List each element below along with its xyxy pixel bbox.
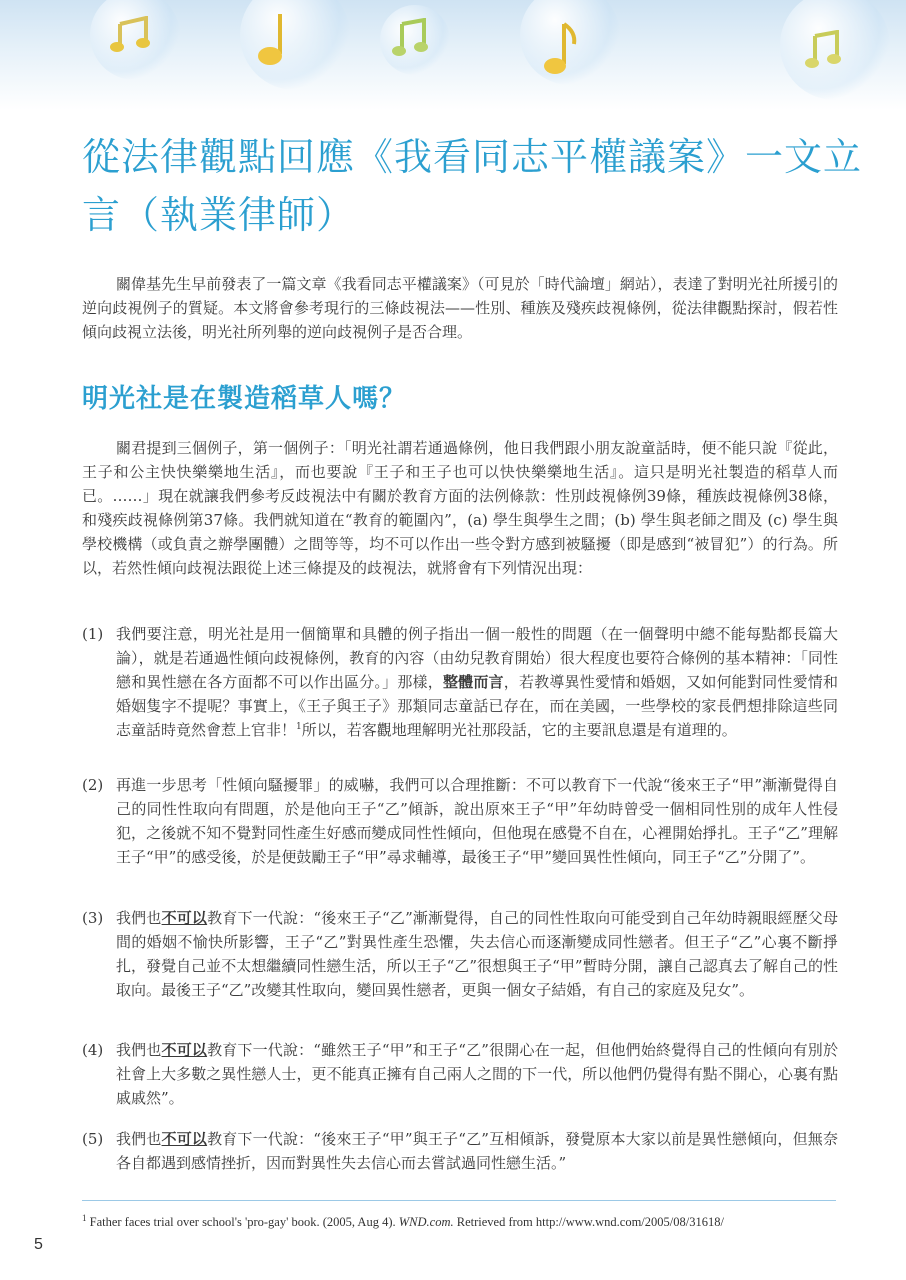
- footnote-divider: [82, 1200, 836, 1201]
- intro-paragraph: 關偉基先生早前發表了一篇文章《我看同志平權議案》（可見於「時代論壇」網站），表達了對明光社所援引的逆向歧視例子的質疑。本文將會參考現行的三條歧視法——性別、種族及殘疾歧視條例，從法律觀點探討，假若性傾向歧視立法後，明光社所列舉的逆向歧視例子是否合理。: [82, 275, 838, 341]
- list-item: [82, 773, 838, 869]
- list-item-number: (3): [82, 909, 104, 927]
- list-item: [82, 1038, 838, 1110]
- list-item: [82, 1127, 838, 1175]
- section-heading: 明光社是在製造稻草人嗎？: [82, 384, 407, 414]
- music-note-icon: [250, 10, 290, 70]
- decorative-banner: [0, 0, 906, 110]
- list-item-text: 我們要注意，明光社是用一個簡單和具體的例子指出一個一般性的問題（在一個聲明中總不能每點都長篇大論），就是若通過性傾向歧視條例，教育的內容（由幼兒教育開始）很大程度也要符合條例的基本精神：「同性戀和異性戀在各方面都不可以作出區分。」那樣，整體而言，若教導異性愛情和婚姻，又如何能對同性愛情和婚姻隻字不提呢？事實上，《王子與王子》那類同志童話已存在，而在美國，一些學校的家長們想排除這些同志童話時竟然會惹上官非！$^1$所以，若客觀地理解明光社那段話，它的主要訊息還是有道理的。: [116, 625, 838, 739]
- list-item: [82, 622, 838, 742]
- music-note-icon: [392, 18, 432, 62]
- music-note-icon: [110, 16, 154, 56]
- page-number: 5: [34, 1236, 43, 1253]
- footnote-ref: 1: [296, 722, 302, 732]
- list-item-text: 我們也不可以教育下一代說：“後來王子“甲”與王子“乙”互相傾訴，發覺原本大家以前是異性戀傾向，但無奈各自都遇到感情挫折，因而對異性失去信心而去嘗試過同性戀生活。”: [116, 1130, 838, 1172]
- list-item-text: 我們也不可以教育下一代說：“後來王子“乙”漸漸覺得，自己的同性性取向可能受到自己年幼時親眼經歷父母間的婚姻不愉快所影響，王子“乙”對異性產生恐懼，失去信心而逐漸變成同性戀者。但王子“乙”心裏不斷掙扎，發覺自己並不太想繼續同性戀生活，所以王子“乙”很想與王子“甲”暫時分開，讓自己認真去了解自己的性取向。最後王子“乙”改變其性取向，變回異性戀者，更與一個女子結婚，有自己的家庭及兒女”。: [116, 909, 838, 999]
- body-paragraph: 關君提到三個例子，第一個例子：「明光社謂若通過條例，他日我們跟小朋友說童話時，便不能只說『從此，王子和公主快快樂樂地生活』，而也要說『王子和王子也可以快快樂樂地生活』。這只是明光社製造的稻草人而已。……」現在就讓我們參考反歧視法中有關於教育方面的法例條款：性別歧視條例39條，種族歧視條例38條，和殘疾歧視條例第37條。我們就知道在“教育的範圍內”，(a) 學生與學生之間；(b) 學生與老師之間及 (c) 學生與學校機構（或負責之辦學團體）之間等等，均不可以作出一些令對方感到被騷擾（即是感到“被冒犯”）的行為。所以，若然性傾向歧視法跟從上述三條提及的歧視法，就將會有下列情況出現：: [82, 439, 838, 577]
- music-note-icon: [540, 20, 580, 80]
- list-item-number: (5): [82, 1130, 104, 1148]
- list-item-number: (1): [82, 625, 104, 643]
- footnote: $^1$ Father faces trial over school's 'pro-gay' book. (2005, Aug 4). WND.com. Retrieved from http://www.wnd.com/2005/08/31618/: [82, 1212, 724, 1229]
- list-item-number: (2): [82, 776, 104, 794]
- list-item-text: 我們也不可以教育下一代說：“雖然王子“甲”和王子“乙”很開心在一起，但他們始終覺得自己的性傾向有別於社會上大多數之異性戀人士，更不能真正擁有自己兩人之間的下一代，所以他們仍覺得有點不開心，心裏有點戚戚然”。: [116, 1041, 838, 1107]
- list-item-number: (4): [82, 1041, 104, 1059]
- list-item: [82, 906, 838, 1002]
- footnote-mark: 1: [82, 1212, 87, 1223]
- list-item-text: 再進一步思考「性傾向騷擾罪」的威嚇，我們可以合理推斷：不可以教育下一代說“後來王子“甲”漸漸覺得自己的同性性取向有問題，於是他向王子“乙”傾訴，說出原來王子“甲”年幼時曾受一個相同性別的成年人性侵犯，之後就不知不覺對同性產生好感而變成同性性傾向，但他現在感覺不自在，心裡開始掙扎。王子“乙”理解王子“甲”的感受後，於是便鼓勵王子“甲”尋求輔導，最後王子“甲”變回異性性傾向，同王子“乙”分開了”。: [116, 776, 838, 866]
- page-title: 從法律觀點回應《我看同志平權議案》一文立言（執業律師）: [82, 135, 863, 237]
- music-note-icon: [805, 30, 845, 74]
- footnote-source: WND.com.: [398, 1215, 454, 1229]
